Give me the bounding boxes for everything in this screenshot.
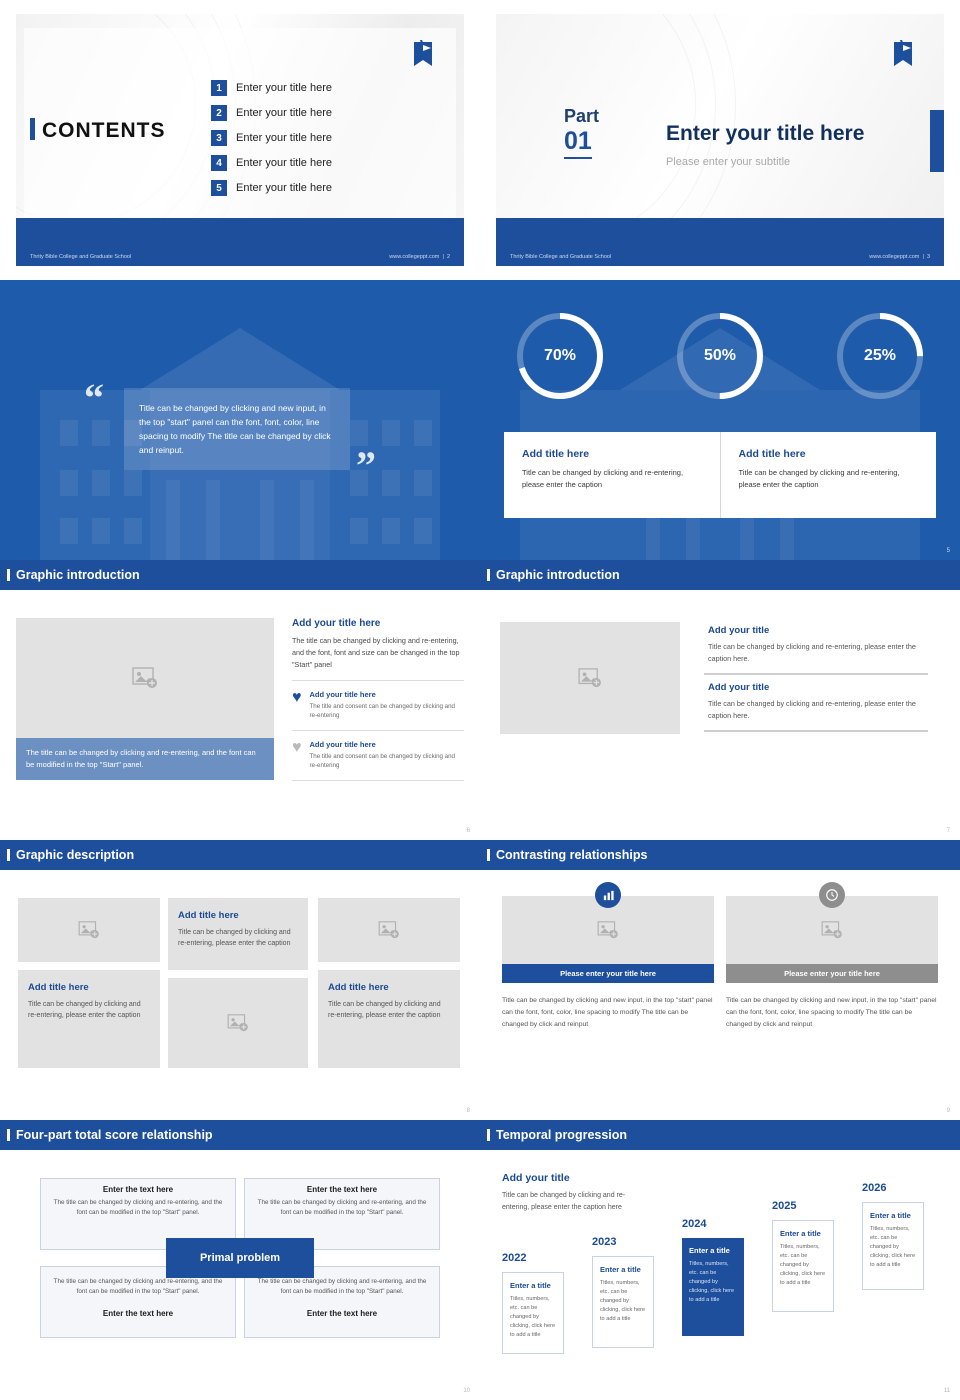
block-body: Title can be changed by clicking and re-entering, please enter the caption here. [708, 699, 916, 720]
page-number: 11 [943, 1388, 950, 1394]
bar-chart-icon [595, 882, 621, 908]
image-placeholder[interactable] [168, 978, 308, 1068]
text-column [292, 618, 464, 781]
list-item[interactable] [292, 681, 464, 731]
list-item[interactable] [211, 80, 332, 96]
card-body: Titles, numbers, etc. can be changed by clicking, click here to add a title [600, 1280, 646, 1322]
card-title: Enter a title [600, 1265, 641, 1274]
column-band-title: Please enter your title here [726, 964, 938, 983]
slide-footer [496, 248, 944, 266]
comparison-column [726, 896, 938, 1031]
block-body: Title can be changed by clicking and re-entering, please enter the caption here. [708, 642, 916, 663]
toc-label: Enter your title here [236, 157, 332, 169]
text-block [168, 898, 308, 970]
item-body: The title and consent can be changed by clicking and re-entering [309, 702, 456, 720]
toc-label: Enter your title here [236, 107, 332, 119]
intro-body: Title can be changed by clicking and re-entering, please enter the caption here [502, 1192, 626, 1211]
slide-footer [16, 248, 464, 266]
image-caption: The title can be changed by clicking and re-entering, and the font can be modified in the top "Start" panel. [16, 738, 274, 780]
card-body: Titles, numbers, etc. can be changed by clicking, click here to add a title [780, 1244, 826, 1286]
card-body: Titles, numbers, etc. can be changed by clicking, click here to add a title [870, 1226, 916, 1268]
image-placeholder[interactable] [18, 898, 160, 962]
caption-card-group [504, 432, 936, 518]
column-band-title: Please enter your title here [502, 964, 714, 983]
part-indicator [564, 106, 599, 159]
slide-header: Graphic introduction [0, 560, 480, 590]
page-number: 9 [946, 1108, 950, 1114]
slide-canvas [0, 840, 480, 1120]
footer-school: Thrity Bible College and Graduate School [30, 254, 132, 260]
timeline-year: 2026 [862, 1182, 887, 1194]
text-block [318, 970, 460, 1068]
donut-chart-group [480, 308, 960, 404]
card-title: Enter a title [689, 1246, 730, 1255]
box-title: Enter the text here [306, 1185, 378, 1194]
image-icon [378, 921, 400, 939]
toc-number: 2 [211, 105, 227, 121]
donut-value: 25% [863, 347, 897, 364]
card-body: Titles, numbers, etc. can be changed by clicking, click here to add a title [510, 1296, 556, 1338]
slide-graphic-introduction-b[interactable] [480, 560, 960, 840]
list-item[interactable] [211, 155, 332, 171]
slide-graphic-introduction-a[interactable] [0, 560, 480, 840]
section-title: Enter your title here [666, 122, 865, 145]
slide-graphic-description[interactable] [0, 840, 480, 1120]
block-title: Add title here [178, 910, 239, 921]
item-body: The title and consent can be changed by clicking and re-entering [309, 752, 456, 770]
card-title: Enter a title [870, 1211, 911, 1220]
box-title: Enter the text here [102, 1185, 174, 1194]
slide-header: Graphic description [0, 840, 480, 870]
donut-value: 50% [703, 347, 737, 364]
list-item[interactable] [211, 105, 332, 121]
toc-label: Enter your title here [236, 132, 332, 144]
comparison-column [502, 896, 714, 1031]
donut-chart [672, 308, 768, 404]
box-title: Enter the text here [102, 1309, 174, 1319]
bookmark-flag-icon [890, 40, 916, 79]
section-subtitle: Please enter your subtitle [666, 156, 791, 168]
page-number: 5 [946, 548, 950, 554]
slide-quote[interactable] [0, 280, 480, 560]
page-number: 8 [466, 1108, 470, 1114]
column-description: Title can be changed by clicking and new input, in the top "start" panel can the font, font, color, line spacing to modify The title can be changed by click and reinput [726, 997, 937, 1028]
toc-number: 4 [211, 155, 227, 171]
slide-contrasting-relationships[interactable] [480, 840, 960, 1120]
slide-canvas [496, 14, 944, 266]
accent-bar [930, 110, 944, 172]
list-item[interactable] [292, 731, 464, 781]
column-title: Add your title here [292, 618, 381, 629]
box-title: Enter the text here [306, 1309, 378, 1319]
timeline-year: 2022 [502, 1252, 527, 1264]
toc-label: Enter your title here [236, 182, 332, 194]
toc-number: 5 [211, 180, 227, 196]
card-title: Enter a title [780, 1229, 821, 1238]
footer-site: www.collegeppt.com | 3 [869, 254, 930, 260]
box-body: The title can be changed by clicking and re-entering, and the font can be modified in the top "Start" panel. [53, 1199, 223, 1217]
intro-title: Add your title [502, 1172, 570, 1184]
item-title: Add your title here [309, 689, 376, 699]
clock-icon [819, 882, 845, 908]
item-title: Add your title here [309, 739, 376, 749]
card-title: Add title here [522, 448, 590, 460]
quote-text: Title can be changed by clicking and new input, in the top "start" panel can the font, font, color, line spacing to modify The title can be changed by click and reinput. [124, 388, 350, 470]
text-block [704, 618, 928, 675]
card-body: Titles, numbers, etc. can be changed by clicking, click here to add a title [689, 1261, 735, 1303]
block-body: Title can be changed by clicking and re-entering, please enter the caption [328, 1001, 441, 1020]
card-body: Title can be changed by clicking and re-entering, please enter the caption [738, 468, 900, 489]
timeline-card [502, 1272, 564, 1354]
part-label: Part [564, 106, 600, 126]
image-icon [597, 921, 619, 939]
page-number: 10 [463, 1388, 470, 1394]
table-of-contents [211, 80, 332, 205]
slide-header: Graphic introduction [480, 560, 960, 590]
slide-four-part-relationship[interactable] [0, 1120, 480, 1400]
quote-close-icon: ” [356, 443, 376, 488]
image-icon [132, 667, 158, 689]
timeline-year: 2024 [682, 1218, 707, 1230]
card-body: Title can be changed by clicking and re-entering, please enter the caption [522, 468, 684, 489]
heart-icon: ♥ [292, 738, 302, 756]
block-title: Add title here [28, 982, 89, 993]
bookmark-flag-icon [410, 40, 436, 79]
image-icon [578, 668, 602, 688]
slide-canvas [16, 14, 464, 266]
card-title: Add title here [738, 448, 806, 460]
text-block [18, 970, 160, 1068]
slide-canvas [0, 280, 480, 560]
footer-school: Thrity Bible College and Graduate School [510, 254, 612, 260]
center-node: Primal problem [166, 1238, 314, 1278]
timeline-year: 2025 [772, 1200, 797, 1212]
slide-contents[interactable] [0, 0, 480, 280]
box-body: The title can be changed by clicking and re-entering, and the font can be modified in the top "Start" panel. [257, 1278, 427, 1296]
image-icon [227, 1014, 249, 1032]
text-block [704, 675, 928, 732]
timeline-card [592, 1256, 654, 1348]
toc-number: 1 [211, 80, 227, 96]
caption-card [504, 432, 720, 518]
page-number: 7 [946, 828, 950, 834]
page-number: 6 [466, 828, 470, 834]
slide-section-divider[interactable] [480, 0, 960, 280]
block-body: Title can be changed by clicking and re-entering, please enter the caption [28, 1001, 141, 1020]
block-title: Add your title [708, 682, 770, 694]
caption-card [720, 432, 937, 518]
image-icon [78, 921, 100, 939]
heart-icon: ♥ [292, 688, 302, 706]
timeline-card [682, 1238, 744, 1336]
timeline-card [772, 1220, 834, 1312]
toc-number: 3 [211, 130, 227, 146]
column-description: Title can be changed by clicking and new input, in the top "start" panel can the font, font, color, line spacing to modify The title can be changed by click and reinput [502, 997, 713, 1028]
title-accent-bar [30, 118, 35, 140]
toc-label: Enter your title here [236, 82, 332, 94]
card-title: Enter a title [510, 1281, 551, 1290]
image-placeholder[interactable] [318, 898, 460, 962]
text-column [704, 618, 928, 732]
slide-canvas [0, 560, 480, 840]
image-placeholder[interactable] [16, 618, 274, 738]
slide-header: Temporal progression [480, 1120, 960, 1150]
timeline-card [862, 1202, 924, 1290]
footer-site: www.collegeppt.com | 2 [389, 254, 450, 260]
donut-chart [832, 308, 928, 404]
image-icon [821, 921, 843, 939]
slide-canvas [480, 1120, 960, 1400]
slide-header: Contrasting relationships [480, 840, 960, 870]
slide-canvas [480, 280, 960, 560]
slide-header: Four-part total score relationship [0, 1120, 480, 1150]
column-body: The title can be changed by clicking and re-entering, and the font, font and size can be changed in the top "Start" panel [292, 635, 464, 681]
donut-value: 70% [543, 347, 577, 364]
timeline-year: 2023 [592, 1236, 617, 1248]
quote-open-icon: “ [84, 375, 104, 420]
block-title: Add your title [708, 625, 770, 636]
page-title: CONTENTS [42, 119, 166, 142]
slide-canvas [480, 840, 960, 1120]
box-body: The title can be changed by clicking and re-entering, and the font can be modified in the top "Start" panel. [257, 1199, 427, 1217]
block-body: Title can be changed by clicking and re-entering, please enter the caption [178, 929, 291, 948]
box-body: The title can be changed by clicking and re-entering, and the font can be modified in the top "Start" panel. [53, 1278, 223, 1296]
list-item[interactable] [211, 180, 332, 196]
slide-canvas [0, 1120, 480, 1400]
image-placeholder[interactable] [500, 622, 680, 734]
part-number: 01 [564, 127, 592, 159]
slide-canvas [480, 560, 960, 840]
list-item[interactable] [211, 130, 332, 146]
donut-chart [512, 308, 608, 404]
slide-temporal-progression[interactable] [480, 1120, 960, 1400]
block-title: Add title here [328, 982, 389, 993]
intro-block [502, 1172, 634, 1214]
slide-percentage-donuts[interactable] [480, 280, 960, 560]
